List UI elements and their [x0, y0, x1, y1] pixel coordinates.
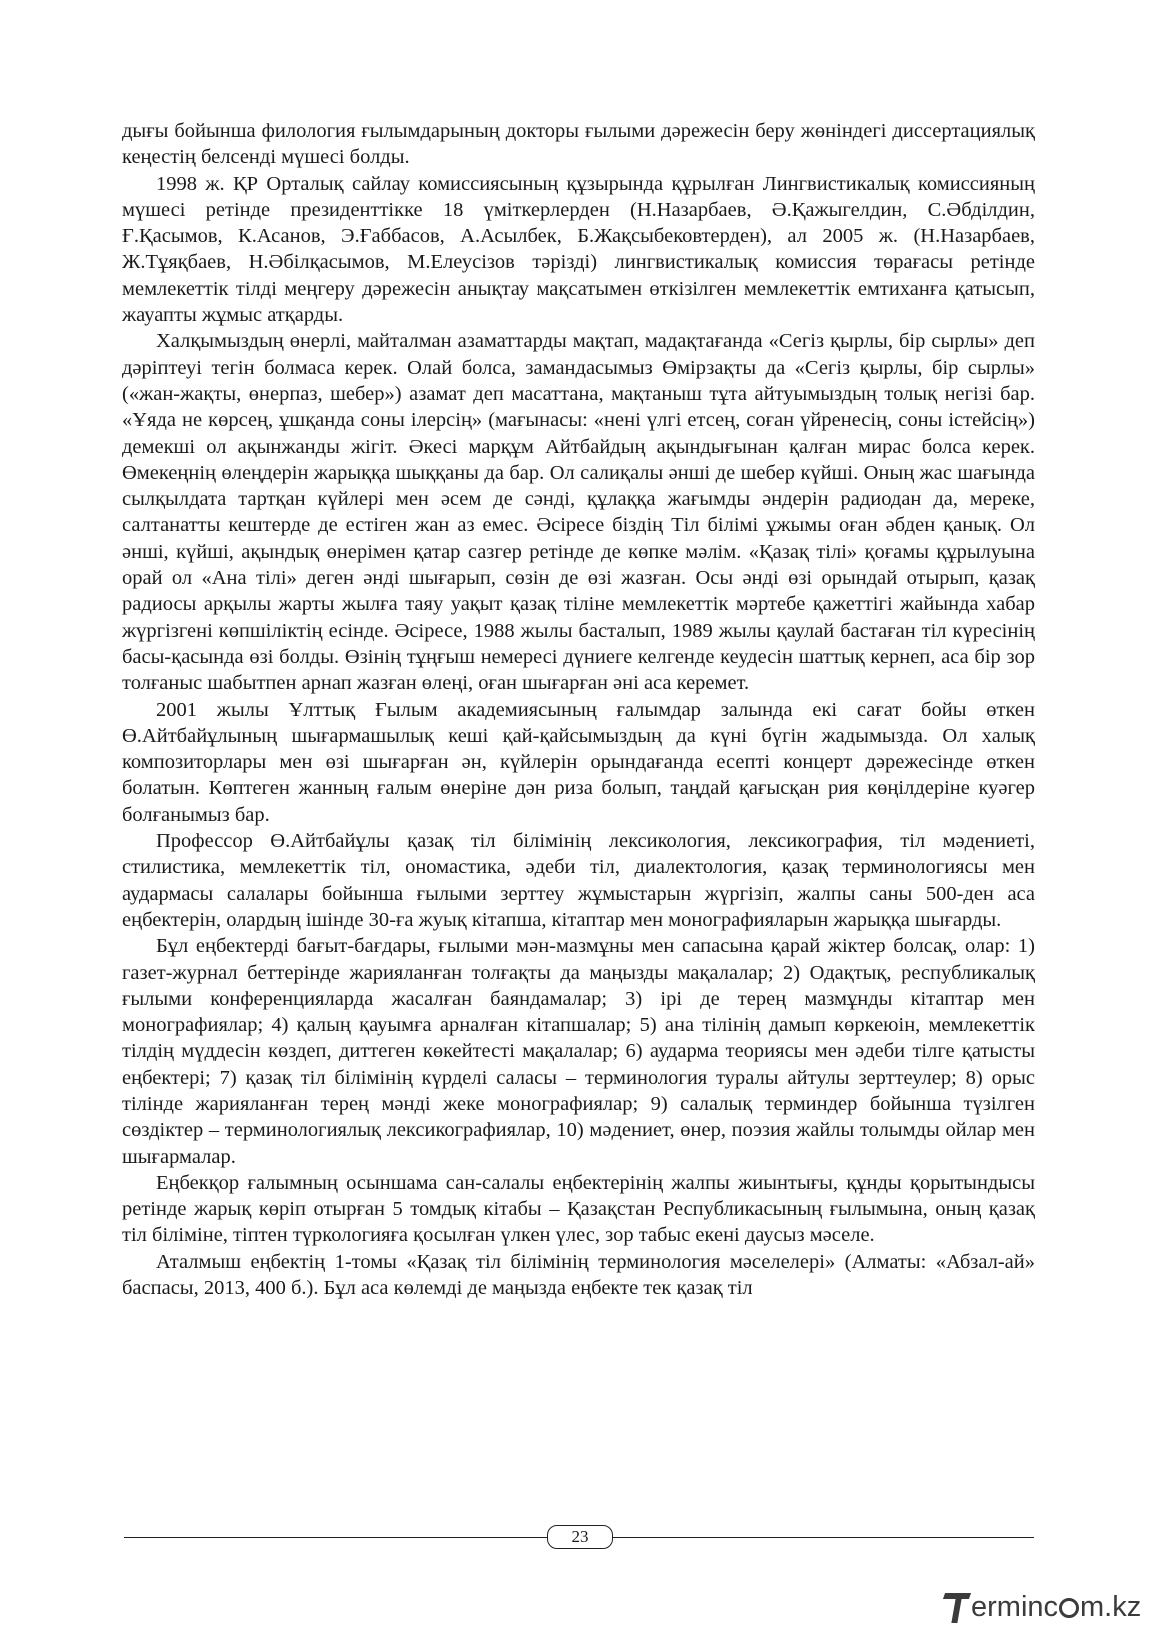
- footer-rule-left: [124, 1537, 548, 1538]
- article-body: [122, 118, 1035, 1301]
- watermark-text-b: c: [1043, 1591, 1059, 1623]
- paragraph-volume-one: Аталмыш еңбектің 1-томы «Қазақ тіл білімінің терминология мәселелері» (Алматы: «Абзал-ай» баспасы, 2013, 400 б.). Бұл аса көлемді де маңызда еңбекте тек қазақ тіл: [122, 1250, 1035, 1300]
- paragraph-continuation: дығы бойынша филология ғылымдарының докторы ғылыми дәрежесін беру жөніндегі диссертациялық кеңестің белсенді мүшесі болды.: [122, 120, 1035, 169]
- paragraph-talents: Халқымыздың өнерлі, майталман азаматтарды мақтап, мадақтағанда «Сегіз қырлы, бір сырлы» деп дәріптеуі тегін болмаса керек. Олай болса, замандасымыз Өмірзақты да «Сегіз қырлы, бір сырлы» («жан-жақты, өнерпаз, шебер») азамат деп масаттана, мақтаныш тұта айтуымыздың толық негізі бар. «Ұяда не көрсең, ұшқанда соны ілерсің» (мағынасы: «нені үлгі етсең, соған үйренесің, соны істейсің») демекші ол ақынжанды жігіт. Әкесі марқұм Айтбайдың ақындығынан қалған мирас болса керек. Өмекеңнің өлеңдерін жарыққа шыққаны да бар. Ол салиқалы әнші де шебер күйші. Оның жас шағында сылқылдата тартқан күйлері мен әсем де сәнді, құлаққа жағымды әндерін радиодан да, мереке, салтанатты кештерде де естіген жан аз емес. Әсіресе біздің Тіл білімі ұжымы оған әбден қанық. Ол әнші, күйші, ақындық өнерімен қатар сазгер ретінде де көпке мәлім. «Қазақ тілі» қоғамы құрылуына орай ол «Ана тілі» деген әнді шығарып, сөзін де өзі жазған. Осы әнді өзі орындай отырып, қазақ радиосы арқылы жарты жылға таяу уақыт қазақ тіліне мемлекеттік мәртебе қажеттігі жайында хабар жүргізгені көпшіліктің есінде. Әсіресе, 1988 жылы басталып, 1989 жылы қаулай бастаған тіл күресінің басы-қасында өзі болды. Өзінің тұңғыш немересі дүниеге келгенде кеудесін шаттық кернеп, аса бір зор толғаныс шабытпен арнап жазған өлеңі, оған шығарған әні аса керемет.: [122, 330, 1035, 695]
- footer-rule-right: [612, 1537, 1034, 1538]
- paragraph-creative-evening: 2001 жылы Ұлттық Ғылым академиясының ғалымдар залында екі сағат бойы өткен Ө.Айтбайұлының шығармашылық кеші қай-қайсымыздың да күні бүгін жадымызда. Ол халық композиторлары мен өзі шығарған ән, күйлерін орындағанда есепті концерт дәрежесінде өткен болатын. Көптеген жанның ғалым өнеріне дән риза болып, таңдай қағысқан рия көңілдеріне куәгер болғанымыз бар.: [122, 698, 1035, 826]
- page-number: 23: [547, 1525, 613, 1549]
- watermark-text-a: ermin: [971, 1591, 1044, 1623]
- paragraph-five-volume-book: Еңбекқор ғалымның осыншама сан-салалы еңбектерінің жалпы жиынтығы, құнды қорытындысы ретінде жарық көріп отырған 5 томдық кітабы – Қазақстан Республикасының ғылымына, оның қазақ тіл біліміне, тіптен түркологияға қосылған үлкен үлес, зор табыс екені даусыз мәселе.: [122, 1171, 1035, 1247]
- logo-ring-icon: [1059, 1598, 1079, 1618]
- logo-t-icon: [944, 1591, 970, 1625]
- paragraph-works-classification: Бұл еңбектерді бағыт-бағдары, ғылыми мән-мазмұны мен сапасына қарай жіктер болсақ, олар: 1) газет-журнал беттерінде жарияланған толғақты да маңызды мақалалар; 2) Одақтық, республикалық ғылыми конференцияларда жасалған баяндамалар; 3) ірі де терең мазмұнды кітаптар мен монографиялар; 4) қалың қауымға арналған кітапшалар; 5) ана тілінің дамып көркеюін, мемлекеттік тілдің мүддесін көздеп, диттеген көкейтесті мақалалар; 6) аударма теориясы мен әдеби тілге қатысты еңбектері; 7) қазақ тіл білімінің күрделі саласы – терминология туралы айтулы зерттеулер; 8) орыс тілінде жарияланған терең мәнді жеке монографиялар; 9) салалық терминдер бойынша түзілген сөздіктер – терминологиялық лексикографиялар, 10) мәдениет, өнер, поэзия жайлы толымды ойлар мен шығармалар.: [122, 935, 1035, 1168]
- watermark-text-c: m.kz: [1080, 1591, 1142, 1623]
- paragraph-research-areas: Професcор Ө.Айтбайұлы қазақ тіл білімінің лексикология, лексикография, тіл мәдениеті, стилистика, мемлекеттік тіл, ономастика, әдеби тіл, диалектология, қазақ терминологиясы мен аудармасы салалары бойынша ғылыми зерттеу жұмыстарын жүргізіп, жалпы саны 500-ден аса еңбектерін, олардың ішінде 30-ға жуық кітапша, кітаптар мен монографияларын жарыққа шығарды.: [122, 830, 1035, 931]
- termincom-watermark: [944, 1589, 1141, 1625]
- paragraph-linguistic-commission: 1998 ж. ҚР Орталық сайлау комиссиясының құзырында құрылған Лингвистикалық комиссияның мүшесі ретінде президенттікке 18 үміткерлерден (Н.Назарбаев, Ә.Қажыгелдин, С.Әбділдин, Ғ.Қасымов, К.Асанов, Э.Ғаббасов, А.Асылбек, Б.Жақсыбековтерден), ал 2005 ж. (Н.Назарбаев, Ж.Тұяқбаев, Н.Әбілқасымов, М.Елеусізов тәрізді) лингвистикалық комиссия төрағасы ретінде мемлекеттік тілді меңгеру дәрежесін анықтау мақсатымен өткізілген мемлекеттік емтиханға қатысып, жауапты жұмыс атқарды.: [122, 172, 1035, 327]
